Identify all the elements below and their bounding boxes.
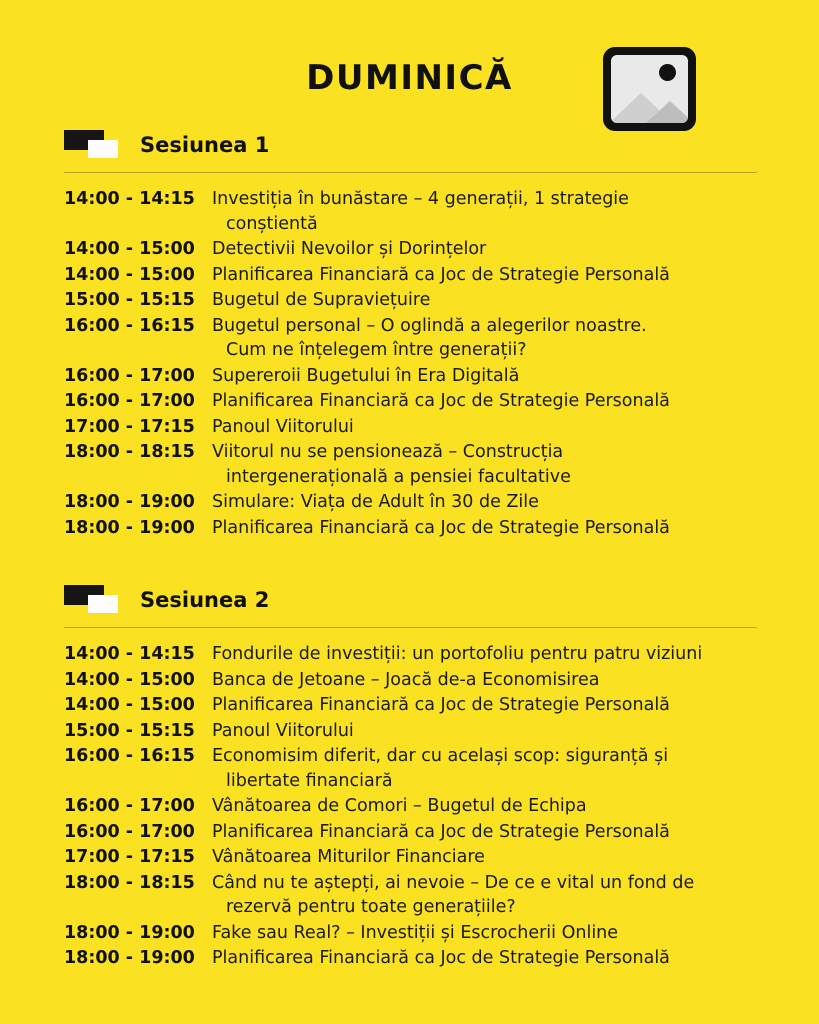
image-placeholder-icon	[603, 47, 696, 131]
row-text	[212, 871, 757, 920]
schedule-row	[64, 845, 757, 870]
row-time: 15:00 - 15:15	[64, 290, 195, 310]
schedule-row	[64, 314, 757, 363]
row-time: 18:00 - 19:00	[64, 922, 195, 943]
row-text	[212, 389, 757, 414]
flag-icon	[64, 130, 124, 160]
schedule-row	[64, 389, 757, 414]
row-text	[212, 668, 757, 693]
row-time: 16:00 - 17:00	[64, 391, 195, 411]
row-text-main: Panoul Viitorului	[212, 720, 354, 741]
row-text-cont: Cum ne înțelegem între generații?	[226, 340, 527, 360]
row-time: 18:00 - 19:00	[64, 517, 195, 538]
row-text-cont: conștientă	[226, 213, 318, 234]
row-text	[212, 314, 757, 363]
row-time: 14:00 - 15:00	[64, 239, 195, 259]
row-time: 16:00 - 17:00	[64, 821, 195, 842]
row-text	[212, 263, 757, 288]
row-text	[212, 820, 757, 845]
session-block-2	[0, 585, 819, 971]
schedule-row	[64, 263, 757, 288]
row-text-main: Panoul Viitorului	[212, 416, 354, 437]
page-title: DUMINICĂ	[306, 58, 513, 98]
row-text-cont: rezervă pentru toate generațiile?	[226, 897, 516, 917]
row-time: 14:00 - 15:00	[64, 669, 195, 690]
row-time: 14:00 - 14:15	[64, 189, 195, 209]
row-text	[212, 415, 757, 440]
session-divider-1	[64, 172, 757, 173]
row-text-main: Bugetul personal – O oglindă a alegerilor noastre.	[212, 315, 647, 336]
row-text-main: Detectivii Nevoilor și Dorințelor	[212, 239, 487, 259]
row-text-main: Economisim diferit, dar cu același scop: siguranță și	[212, 746, 669, 766]
row-text	[212, 237, 757, 262]
row-time: 17:00 - 17:15	[64, 847, 195, 867]
schedule-row	[64, 693, 757, 718]
row-text-main: Simulare: Viața de Adult în 30 de Zile	[212, 492, 539, 512]
row-text-cont: libertate financiară	[226, 770, 393, 791]
sun-shape	[659, 64, 676, 81]
row-text-main: Planificarea Financiară ca Joc de Strategie Personală	[212, 695, 670, 715]
flag-icon-light	[88, 595, 118, 613]
session-title-1: Sesiunea 1	[140, 133, 270, 157]
schedule-row	[64, 921, 757, 946]
row-text	[212, 946, 757, 971]
schedule-row	[64, 288, 757, 313]
schedule-row	[64, 187, 757, 236]
row-time: 18:00 - 18:15	[64, 872, 195, 893]
row-text-main: Vânătoarea de Comori – Bugetul de Echipa	[212, 796, 587, 816]
row-text	[212, 719, 757, 744]
schedule-row	[64, 415, 757, 440]
row-text-main: Viitorul nu se pensionează – Construcția	[212, 442, 564, 462]
session-title-2: Sesiunea 2	[140, 588, 270, 612]
row-text-main: Vânătoarea Miturilor Financiare	[212, 847, 485, 867]
mountain-shape-small	[644, 101, 688, 123]
row-text-main: Supereroii Bugetului în Era Digitală	[212, 365, 520, 386]
schedule-row	[64, 364, 757, 389]
schedule-row	[64, 440, 757, 489]
row-time: 18:00 - 19:00	[64, 948, 195, 968]
row-time: 17:00 - 17:15	[64, 416, 195, 437]
schedule-row	[64, 668, 757, 693]
row-text	[212, 642, 757, 667]
row-text	[212, 187, 757, 236]
row-text	[212, 490, 757, 515]
row-time: 16:00 - 16:15	[64, 746, 195, 766]
schedule-row	[64, 490, 757, 515]
row-text	[212, 693, 757, 718]
session-header-1	[64, 130, 757, 160]
row-text-main: Planificarea Financiară ca Joc de Strategie Personală	[212, 391, 670, 411]
schedule-row	[64, 820, 757, 845]
flag-icon	[64, 585, 124, 615]
row-time: 15:00 - 15:15	[64, 720, 195, 741]
row-text	[212, 364, 757, 389]
schedule-row	[64, 237, 757, 262]
row-time: 16:00 - 17:00	[64, 796, 195, 816]
row-text-main: Fondurile de investiții: un portofoliu pentru patru viziuni	[212, 644, 703, 664]
schedule-row	[64, 794, 757, 819]
session-block-1	[0, 130, 819, 540]
row-text-main: Când nu te aștepți, ai nevoie – De ce e vital un fond de	[212, 872, 695, 893]
row-text	[212, 845, 757, 870]
schedule-row	[64, 871, 757, 920]
row-text	[212, 440, 757, 489]
section-spacer	[0, 541, 819, 585]
row-text-cont: intergenerațională a pensiei facultative	[226, 466, 571, 487]
row-text-main: Bugetul de Supraviețuire	[212, 290, 431, 310]
row-text-main: Planificarea Financiară ca Joc de Strategie Personală	[212, 264, 670, 285]
schedule-row	[64, 946, 757, 971]
schedule-row	[64, 642, 757, 667]
session-rows-1	[64, 187, 757, 540]
image-placeholder-inner	[611, 55, 688, 123]
row-text	[212, 794, 757, 819]
schedule-row	[64, 719, 757, 744]
row-time: 14:00 - 14:15	[64, 644, 195, 664]
row-text	[212, 516, 757, 541]
row-text	[212, 744, 757, 793]
row-text-main: Investiția în bunăstare – 4 generații, 1 strategie	[212, 189, 629, 209]
schedule-row	[64, 516, 757, 541]
session-header-2	[64, 585, 757, 615]
row-text-main: Planificarea Financiară ca Joc de Strategie Personală	[212, 821, 670, 842]
row-time: 18:00 - 18:15	[64, 442, 195, 462]
row-text	[212, 288, 757, 313]
session-divider-2	[64, 627, 757, 628]
row-text-main: Planificarea Financiară ca Joc de Strategie Personală	[212, 517, 670, 538]
page-header	[0, 0, 819, 130]
row-text	[212, 921, 757, 946]
row-time: 18:00 - 19:00	[64, 492, 195, 512]
schedule-row	[64, 744, 757, 793]
session-rows-2	[64, 642, 757, 971]
row-time: 14:00 - 15:00	[64, 695, 195, 715]
row-text-main: Banca de Jetoane – Joacă de-a Economisirea	[212, 669, 600, 690]
row-time: 14:00 - 15:00	[64, 264, 195, 285]
row-time: 16:00 - 16:15	[64, 315, 195, 336]
row-text-main: Fake sau Real? – Investiții și Escrocherii Online	[212, 922, 619, 943]
row-text-main: Planificarea Financiară ca Joc de Strategie Personală	[212, 948, 670, 968]
row-time: 16:00 - 17:00	[64, 365, 195, 386]
flag-icon-light	[88, 140, 118, 158]
